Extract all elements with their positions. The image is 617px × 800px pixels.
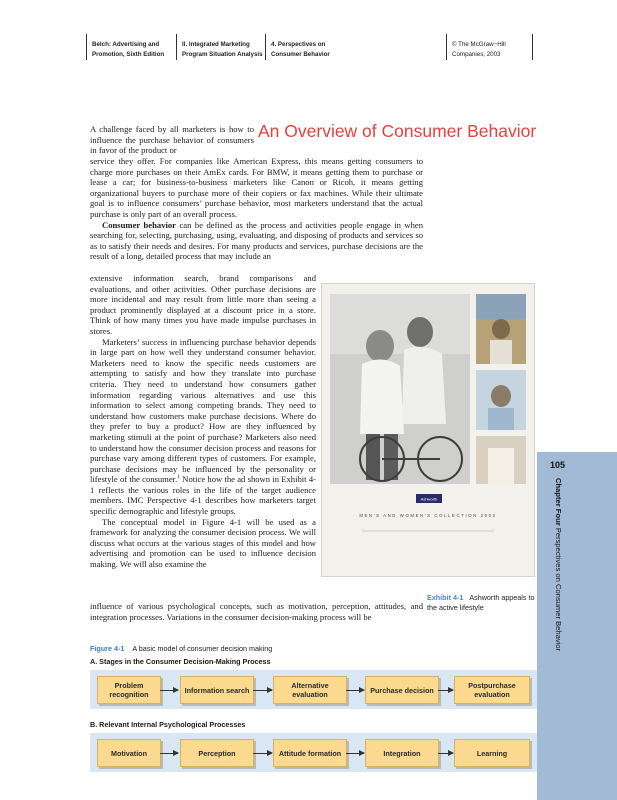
section-title: An Overview of Consumer Behavior: [258, 121, 537, 141]
paragraph-4-start: The conceptual model in Figure 4-1 will be used as a framework for analyzing the consumer decision process. We will discuss what occurs at the various stages of this model and how advertising and promotion can be used to influence decision making. We will also examine the: [90, 516, 316, 570]
exhibit-caption-text: Ashworth appeals to the active lifestyle: [427, 593, 535, 612]
stage-purchase-decision: Purchase decision: [365, 676, 439, 704]
exhibit-caption: [427, 593, 537, 613]
process-learning: Learning: [454, 739, 530, 767]
chapter-side-label: [555, 478, 563, 678]
paragraph-1: service they offer. For companies like American Express, this means getting consumers to charge more purchases on their AmEx cards. For BMW, it means getting them to purchase or lease a car; for business-to-business marketers like Canon or Ricoh, it means getting organizational buyers to purchase more of their copiers or fax machines. While their ultimate goal is to influence consumers’ purchase behavior, most marketers understand that the actual purchase is only part of an overall process.: [90, 156, 423, 219]
page-number: 105: [550, 460, 566, 470]
header-line: © The McGraw−Hill: [452, 41, 506, 48]
flow-arrow: [253, 753, 272, 754]
header-book-title: [92, 40, 164, 60]
flow-arrow: [438, 753, 453, 754]
header-line: Promotion, Sixth Edition: [92, 51, 165, 58]
header-line: 4. Perspectives on: [271, 41, 326, 48]
process-integration: Integration: [365, 739, 439, 767]
header-copyright: [452, 40, 506, 60]
ad-banner-text: MEN'S AND WOMEN'S COLLECTION 2002: [359, 513, 497, 518]
body-text-full-width: [90, 156, 423, 262]
exhibit-ad-image: [321, 283, 535, 577]
flow-arrow: [346, 753, 364, 754]
header-line: II. Integrated Marketing: [182, 41, 250, 48]
figure-title: [90, 644, 272, 653]
chapter-title: Perspectives on Consumer Behavior: [554, 527, 563, 652]
paragraph-4-tail: influence of various psychological concepts, such as motivation, perception, attitudes, and integration processes. Variations in the consumer decision-making process will be: [90, 601, 423, 622]
flow-arrow: [160, 690, 178, 691]
ad-photo-collage: [322, 284, 534, 576]
paragraph-4-end: [90, 601, 423, 622]
stage-alternative-evaluation: Alternative evaluation: [273, 676, 347, 704]
flow-arrow: [438, 690, 453, 691]
chapter-number: Chapter Four: [554, 478, 563, 526]
stage-postpurchase-evaluation: Postpurchase evaluation: [454, 676, 530, 704]
ad-logo: Ashworth: [420, 496, 438, 502]
header-line: Consumer Behavior: [271, 51, 330, 58]
stage-information-search: Information search: [180, 676, 254, 704]
exhibit-label: Exhibit 4-1: [427, 593, 464, 602]
header-line: Belch: Advertising and: [92, 41, 160, 48]
paragraph-2-end: extensive information search, brand comparisons and evaluations, and other activities. Other purchase decisions are more incidental and may result from little more than seeing a product prominently displayed at a discount price in a store. Think of how many times you have made impulse purchases in stores.: [90, 273, 316, 336]
flow-arrow: [253, 690, 272, 691]
process-motivation: Motivation: [97, 739, 161, 767]
process-perception: Perception: [180, 739, 254, 767]
header-chapter: [271, 40, 330, 60]
key-term: Consumer behavior: [102, 219, 176, 230]
header-line: Program Situation Analysis: [182, 51, 263, 58]
process-attitude-formation: Attitude formation: [273, 739, 347, 767]
header-line: Companies, 2003: [452, 51, 501, 58]
header-part: [182, 40, 263, 60]
figure-section-a-title: A. Stages in the Consumer Decision-Making Process: [90, 657, 271, 666]
figure-section-b-title: B. Relevant Internal Psychological Processes: [90, 720, 246, 729]
figure-caption: A basic model of consumer decision making: [132, 644, 273, 653]
intro-paragraph-start: [90, 124, 254, 156]
flow-arrow: [160, 753, 178, 754]
chapter-side-tab: [537, 452, 617, 800]
paragraph-1-head: A challenge faced by all marketers is how to influence the purchase behavior of consumers in favor of the product or: [90, 124, 254, 156]
stage-problem-recognition: Problem recognition: [97, 676, 161, 704]
figure-label: Figure 4-1: [90, 644, 125, 653]
body-text-left-column: [90, 273, 316, 570]
paragraph-3: Marketers’ success in influencing purchase behavior depends in large part on how well they understand consumer behavior. Marketers need to know the specific needs customers are attempting to satisfy and how they translate into purchase criteria. They need to understand how consumers gather information regarding various alternatives and use this information to select among competing brands. They need to understand how customers make purchase decisions. Where do they prefer to buy a product? How are they influenced by marketing stimuli at the point of purchase? Marketers also need to understand how the consumer decision process and reasons for purchase vary among different types of customers. For example, purchase decisions may be influenced by the personality or lifestyle of the consumer.$^1$ Notice how the ad shown in Exhibit 4-1 reflects the various roles in the life of the target audience members. IMC Perspective 4-1 describes how marketers target specific demographic and lifestyle groups.: [90, 336, 316, 517]
paragraph-2-start: Consumer behavior can be defined as the process and activities people engage in when searching for, selecting, purchasing, using, evaluating, and disposing of products and services so as to satisfy their needs and desires. For many products and services, purchase decisions are the result of a long, detailed process that may include an: [90, 219, 423, 262]
footnote-marker[interactable]: 1: [177, 474, 180, 481]
flow-arrow: [346, 690, 364, 691]
